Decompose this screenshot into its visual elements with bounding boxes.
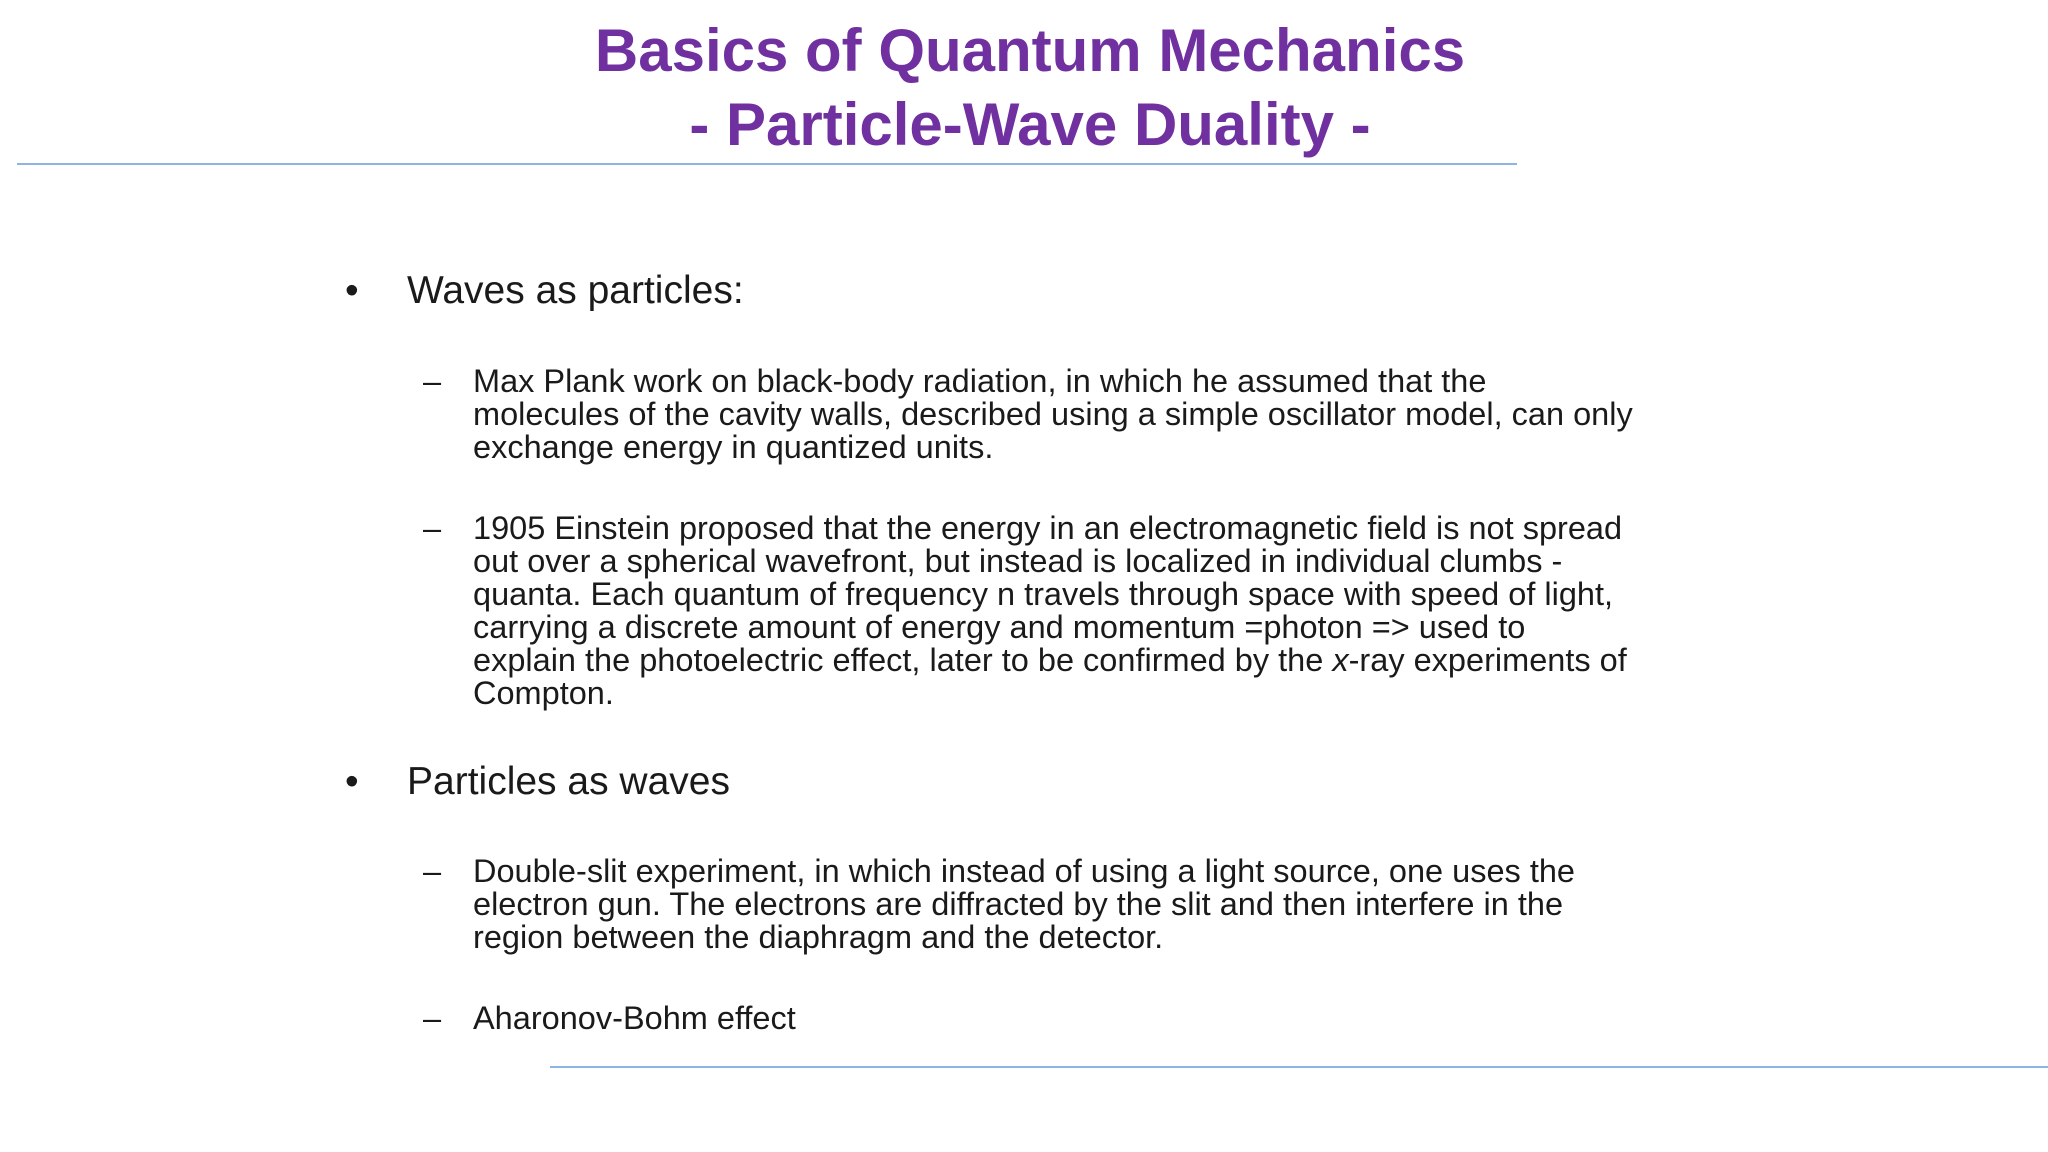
sub-item-aharonov-bohm bbox=[423, 1002, 1723, 1035]
sub-item-einstein bbox=[423, 512, 1723, 710]
text-segment: explain the photoelectric effect, later to be confirmed by the bbox=[473, 642, 1324, 678]
bullet-heading: Waves as particles: bbox=[407, 269, 744, 312]
title-line-2: - Particle-Wave Duality - bbox=[689, 91, 1371, 158]
text-line: Max Plank work on black-body radiation, in which he assumed that the bbox=[473, 363, 1487, 399]
title-divider bbox=[17, 163, 1517, 165]
title-line-1: Basics of Quantum Mechanics bbox=[594, 17, 1466, 84]
text-line: quanta. Each quantum of frequency n travels through space with speed of light, bbox=[473, 576, 1614, 612]
dash-marker: – bbox=[423, 1000, 442, 1036]
bullet-marker: • bbox=[345, 269, 359, 312]
text-line: exchange energy in quantized units. bbox=[473, 429, 994, 465]
sub-item-text bbox=[473, 512, 1723, 710]
text-segment: -ray experiments of bbox=[1348, 642, 1627, 678]
text-line: molecules of the cavity walls, described using a simple oscillator model, can only bbox=[473, 396, 1633, 432]
text-line: carrying a discrete amount of energy and momentum =photon => used to bbox=[473, 609, 1526, 645]
bullet-waves-as-particles bbox=[345, 268, 744, 314]
sub-item-double-slit bbox=[423, 855, 1723, 954]
text-line: Compton. bbox=[473, 675, 614, 711]
bullet-marker: • bbox=[345, 760, 359, 803]
text-line bbox=[473, 644, 1723, 677]
sub-item-text bbox=[473, 365, 1723, 464]
sub-item-max-plank bbox=[423, 365, 1723, 464]
text-line: electron gun. The electrons are diffracted by the slit and then interfere in the bbox=[473, 886, 1564, 922]
text-line: Aharonov-Bohm effect bbox=[473, 1000, 796, 1036]
text-line: out over a spherical wavefront, but instead is localized in individual clumbs - bbox=[473, 543, 1563, 579]
slide-title bbox=[440, 14, 1620, 162]
footer-divider bbox=[550, 1066, 2048, 1068]
dash-marker: – bbox=[423, 510, 442, 546]
dash-marker: – bbox=[423, 853, 442, 889]
bullet-particles-as-waves bbox=[345, 759, 730, 805]
sub-item-text bbox=[473, 855, 1723, 954]
dash-marker: – bbox=[423, 363, 442, 399]
sub-item-text bbox=[473, 1002, 1723, 1035]
text-line: 1905 Einstein proposed that the energy in an electromagnetic field is not spread bbox=[473, 510, 1623, 546]
text-line: region between the diaphragm and the detector. bbox=[473, 919, 1164, 955]
text-line: Double-slit experiment, in which instead of using a light source, one uses the bbox=[473, 853, 1576, 889]
italic-x: x bbox=[1332, 642, 1349, 678]
bullet-heading: Particles as waves bbox=[407, 760, 730, 803]
